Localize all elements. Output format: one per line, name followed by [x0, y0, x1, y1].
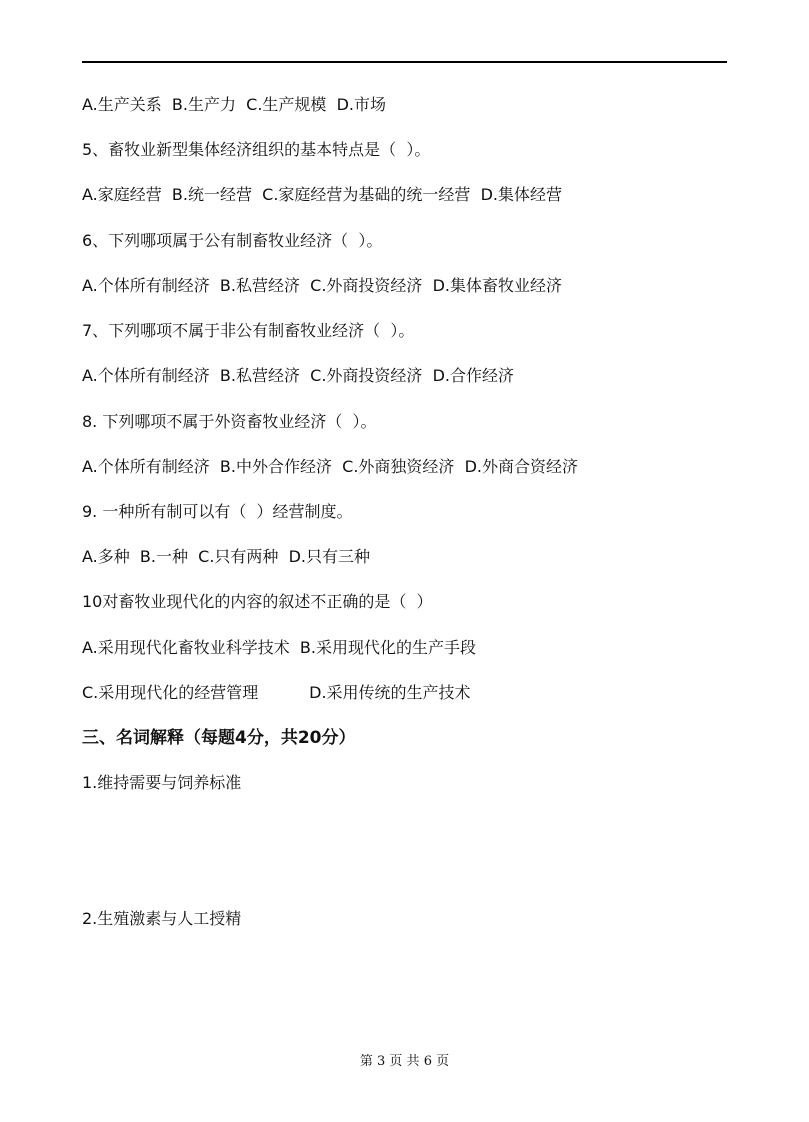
question-6-options: A.个体所有制经济 B.私营经济 C.外商投资经济 D.集体畜牧业经济	[82, 276, 562, 295]
section-heading: 三、名词解释（每题4分，共20分）	[82, 728, 356, 748]
header-rule	[82, 61, 727, 63]
question-9: 9. 一种所有制可以有（ ）经营制度。	[82, 502, 353, 521]
question-5: 5、畜牧业新型集体经济组织的基本特点是（ ）。	[82, 140, 431, 159]
question-10-options-cd: C.采用现代化的经营管理 D.采用传统的生产技术	[82, 683, 471, 702]
page-footer: 第 3 页 共 6 页	[359, 1054, 450, 1069]
term-1: 1.维持需要与饲养标准	[82, 773, 242, 792]
question-6: 6、下列哪项属于公有制畜牧业经济（ ）。	[82, 231, 383, 250]
question-8-options: A.个体所有制经济 B.中外合作经济 C.外商独资经济 D.外商合资经济	[82, 457, 578, 476]
question-7: 7、下列哪项不属于非公有制畜牧业经济（ ）。	[82, 321, 415, 340]
term-2: 2.生殖激素与人工授精	[82, 909, 242, 928]
question-4-options: A.生产关系 B.生产力 C.生产规模 D.市场	[82, 95, 386, 114]
question-10-options-ab: A.采用现代化畜牧业科学技术 B.采用现代化的生产手段	[82, 638, 476, 657]
question-8: 8. 下列哪项不属于外资畜牧业经济（ ）。	[82, 412, 377, 431]
question-10: 10对畜牧业现代化的内容的叙述不正确的是（ ）	[82, 592, 433, 611]
question-7-options: A.个体所有制经济 B.私营经济 C.外商投资经济 D.合作经济	[82, 366, 514, 385]
question-9-options: A.多种 B.一种 C.只有两种 D.只有三种	[82, 547, 370, 566]
question-5-options: A.家庭经营 B.统一经营 C.家庭经营为基础的统一经营 D.集体经营	[82, 185, 562, 204]
